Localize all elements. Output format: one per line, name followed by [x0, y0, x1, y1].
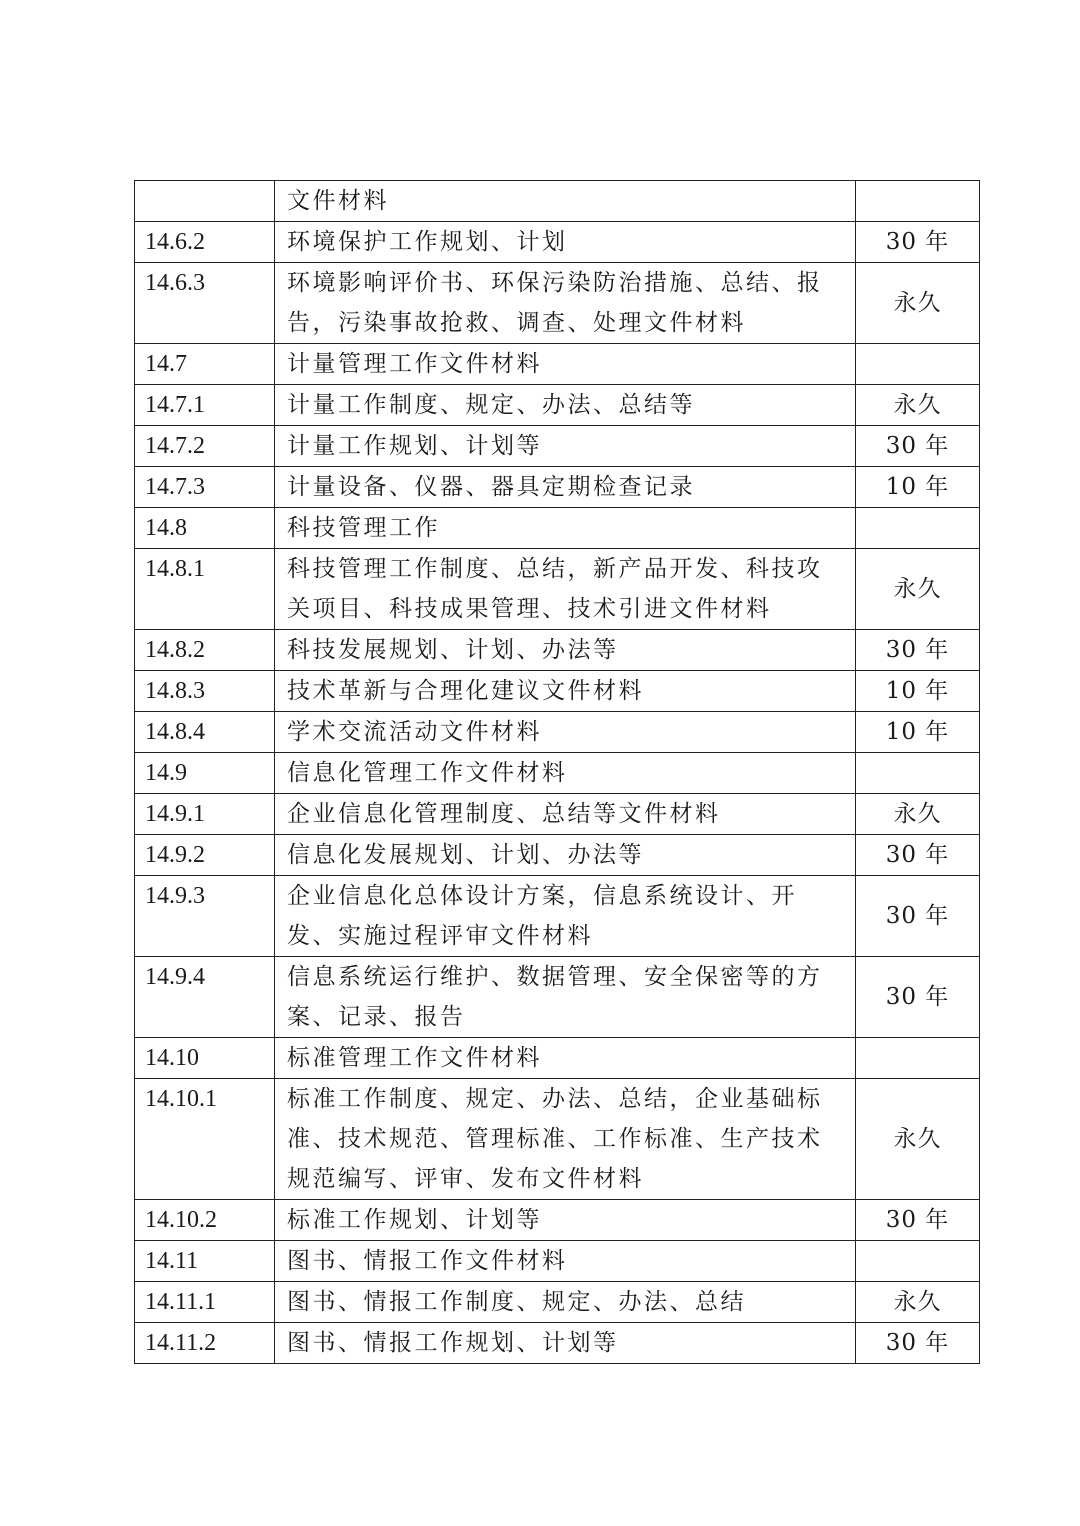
retention-period	[856, 1241, 980, 1282]
table-row	[135, 712, 980, 753]
item-description: 计量工作制度、规定、办法、总结等	[275, 385, 856, 426]
retention-period	[856, 508, 980, 549]
item-code: 14.11	[135, 1241, 275, 1282]
item-description: 图书、情报工作制度、规定、办法、总结	[275, 1282, 856, 1323]
retention-period: 30 年	[856, 426, 980, 467]
table-row	[135, 181, 980, 222]
item-code: 14.8.2	[135, 630, 275, 671]
table-row	[135, 1282, 980, 1323]
retention-period: 永久	[856, 263, 980, 344]
table-row	[135, 753, 980, 794]
item-description: 学术交流活动文件材料	[275, 712, 856, 753]
table-row	[135, 549, 980, 630]
retention-period: 30 年	[856, 957, 980, 1038]
retention-period: 30 年	[856, 1200, 980, 1241]
item-description: 技术革新与合理化建议文件材料	[275, 671, 856, 712]
table-body	[135, 181, 980, 1364]
item-description: 文件材料	[275, 181, 856, 222]
retention-period: 永久	[856, 385, 980, 426]
table-row	[135, 1079, 980, 1200]
item-code: 14.10.1	[135, 1079, 275, 1200]
table-row	[135, 1241, 980, 1282]
item-code: 14.10.2	[135, 1200, 275, 1241]
retention-period	[856, 344, 980, 385]
item-code: 14.8	[135, 508, 275, 549]
item-code: 14.11.1	[135, 1282, 275, 1323]
item-code: 14.6.3	[135, 263, 275, 344]
item-code: 14.10	[135, 1038, 275, 1079]
item-code: 14.7.1	[135, 385, 275, 426]
item-code: 14.7.3	[135, 467, 275, 508]
table-row	[135, 835, 980, 876]
item-description: 科技管理工作	[275, 508, 856, 549]
retention-period	[856, 753, 980, 794]
item-code: 14.9.2	[135, 835, 275, 876]
table-row	[135, 794, 980, 835]
table-row	[135, 222, 980, 263]
table-row	[135, 385, 980, 426]
item-code: 14.7	[135, 344, 275, 385]
retention-period: 10 年	[856, 467, 980, 508]
table-row	[135, 426, 980, 467]
retention-period	[856, 181, 980, 222]
retention-period: 永久	[856, 549, 980, 630]
item-description: 标准工作规划、计划等	[275, 1200, 856, 1241]
retention-period: 30 年	[856, 630, 980, 671]
table-row	[135, 1200, 980, 1241]
item-code: 14.6.2	[135, 222, 275, 263]
item-description: 计量管理工作文件材料	[275, 344, 856, 385]
retention-period	[856, 1038, 980, 1079]
item-description: 标准管理工作文件材料	[275, 1038, 856, 1079]
retention-period: 10 年	[856, 712, 980, 753]
retention-period: 永久	[856, 1079, 980, 1200]
item-code: 14.9.4	[135, 957, 275, 1038]
item-description: 图书、情报工作规划、计划等	[275, 1323, 856, 1364]
retention-period: 30 年	[856, 876, 980, 957]
item-description: 科技管理工作制度、总结，新产品开发、科技攻关项目、科技成果管理、技术引进文件材料	[275, 549, 856, 630]
item-description: 环境影响评价书、环保污染防治措施、总结、报告，污染事故抢救、调查、处理文件材料	[275, 263, 856, 344]
retention-period: 10 年	[856, 671, 980, 712]
table-row	[135, 467, 980, 508]
retention-period: 30 年	[856, 222, 980, 263]
item-description: 企业信息化管理制度、总结等文件材料	[275, 794, 856, 835]
retention-period: 30 年	[856, 835, 980, 876]
item-code: 14.7.2	[135, 426, 275, 467]
item-description: 环境保护工作规划、计划	[275, 222, 856, 263]
retention-period: 永久	[856, 1282, 980, 1323]
item-code: 14.8.1	[135, 549, 275, 630]
table-row	[135, 508, 980, 549]
item-description: 信息系统运行维护、数据管理、安全保密等的方案、记录、报告	[275, 957, 856, 1038]
item-description: 信息化管理工作文件材料	[275, 753, 856, 794]
item-description: 企业信息化总体设计方案，信息系统设计、开发、实施过程评审文件材料	[275, 876, 856, 957]
table-row	[135, 263, 980, 344]
item-code: 14.11.2	[135, 1323, 275, 1364]
table-row	[135, 957, 980, 1038]
table-row	[135, 1038, 980, 1079]
item-code: 14.9	[135, 753, 275, 794]
item-code	[135, 181, 275, 222]
table-row	[135, 344, 980, 385]
table-row	[135, 630, 980, 671]
table-row	[135, 1323, 980, 1364]
item-description: 计量设备、仪器、器具定期检查记录	[275, 467, 856, 508]
item-description: 信息化发展规划、计划、办法等	[275, 835, 856, 876]
item-code: 14.9.1	[135, 794, 275, 835]
item-description: 科技发展规划、计划、办法等	[275, 630, 856, 671]
retention-period: 30 年	[856, 1323, 980, 1364]
item-code: 14.8.3	[135, 671, 275, 712]
item-code: 14.9.3	[135, 876, 275, 957]
item-code: 14.8.4	[135, 712, 275, 753]
item-description: 图书、情报工作文件材料	[275, 1241, 856, 1282]
retention-schedule-table	[134, 180, 980, 1364]
retention-period: 永久	[856, 794, 980, 835]
item-description: 计量工作规划、计划等	[275, 426, 856, 467]
table-row	[135, 671, 980, 712]
table-row	[135, 876, 980, 957]
item-description: 标准工作制度、规定、办法、总结，企业基础标准、技术规范、管理标准、工作标准、生产技术规范编写、评审、发布文件材料	[275, 1079, 856, 1200]
